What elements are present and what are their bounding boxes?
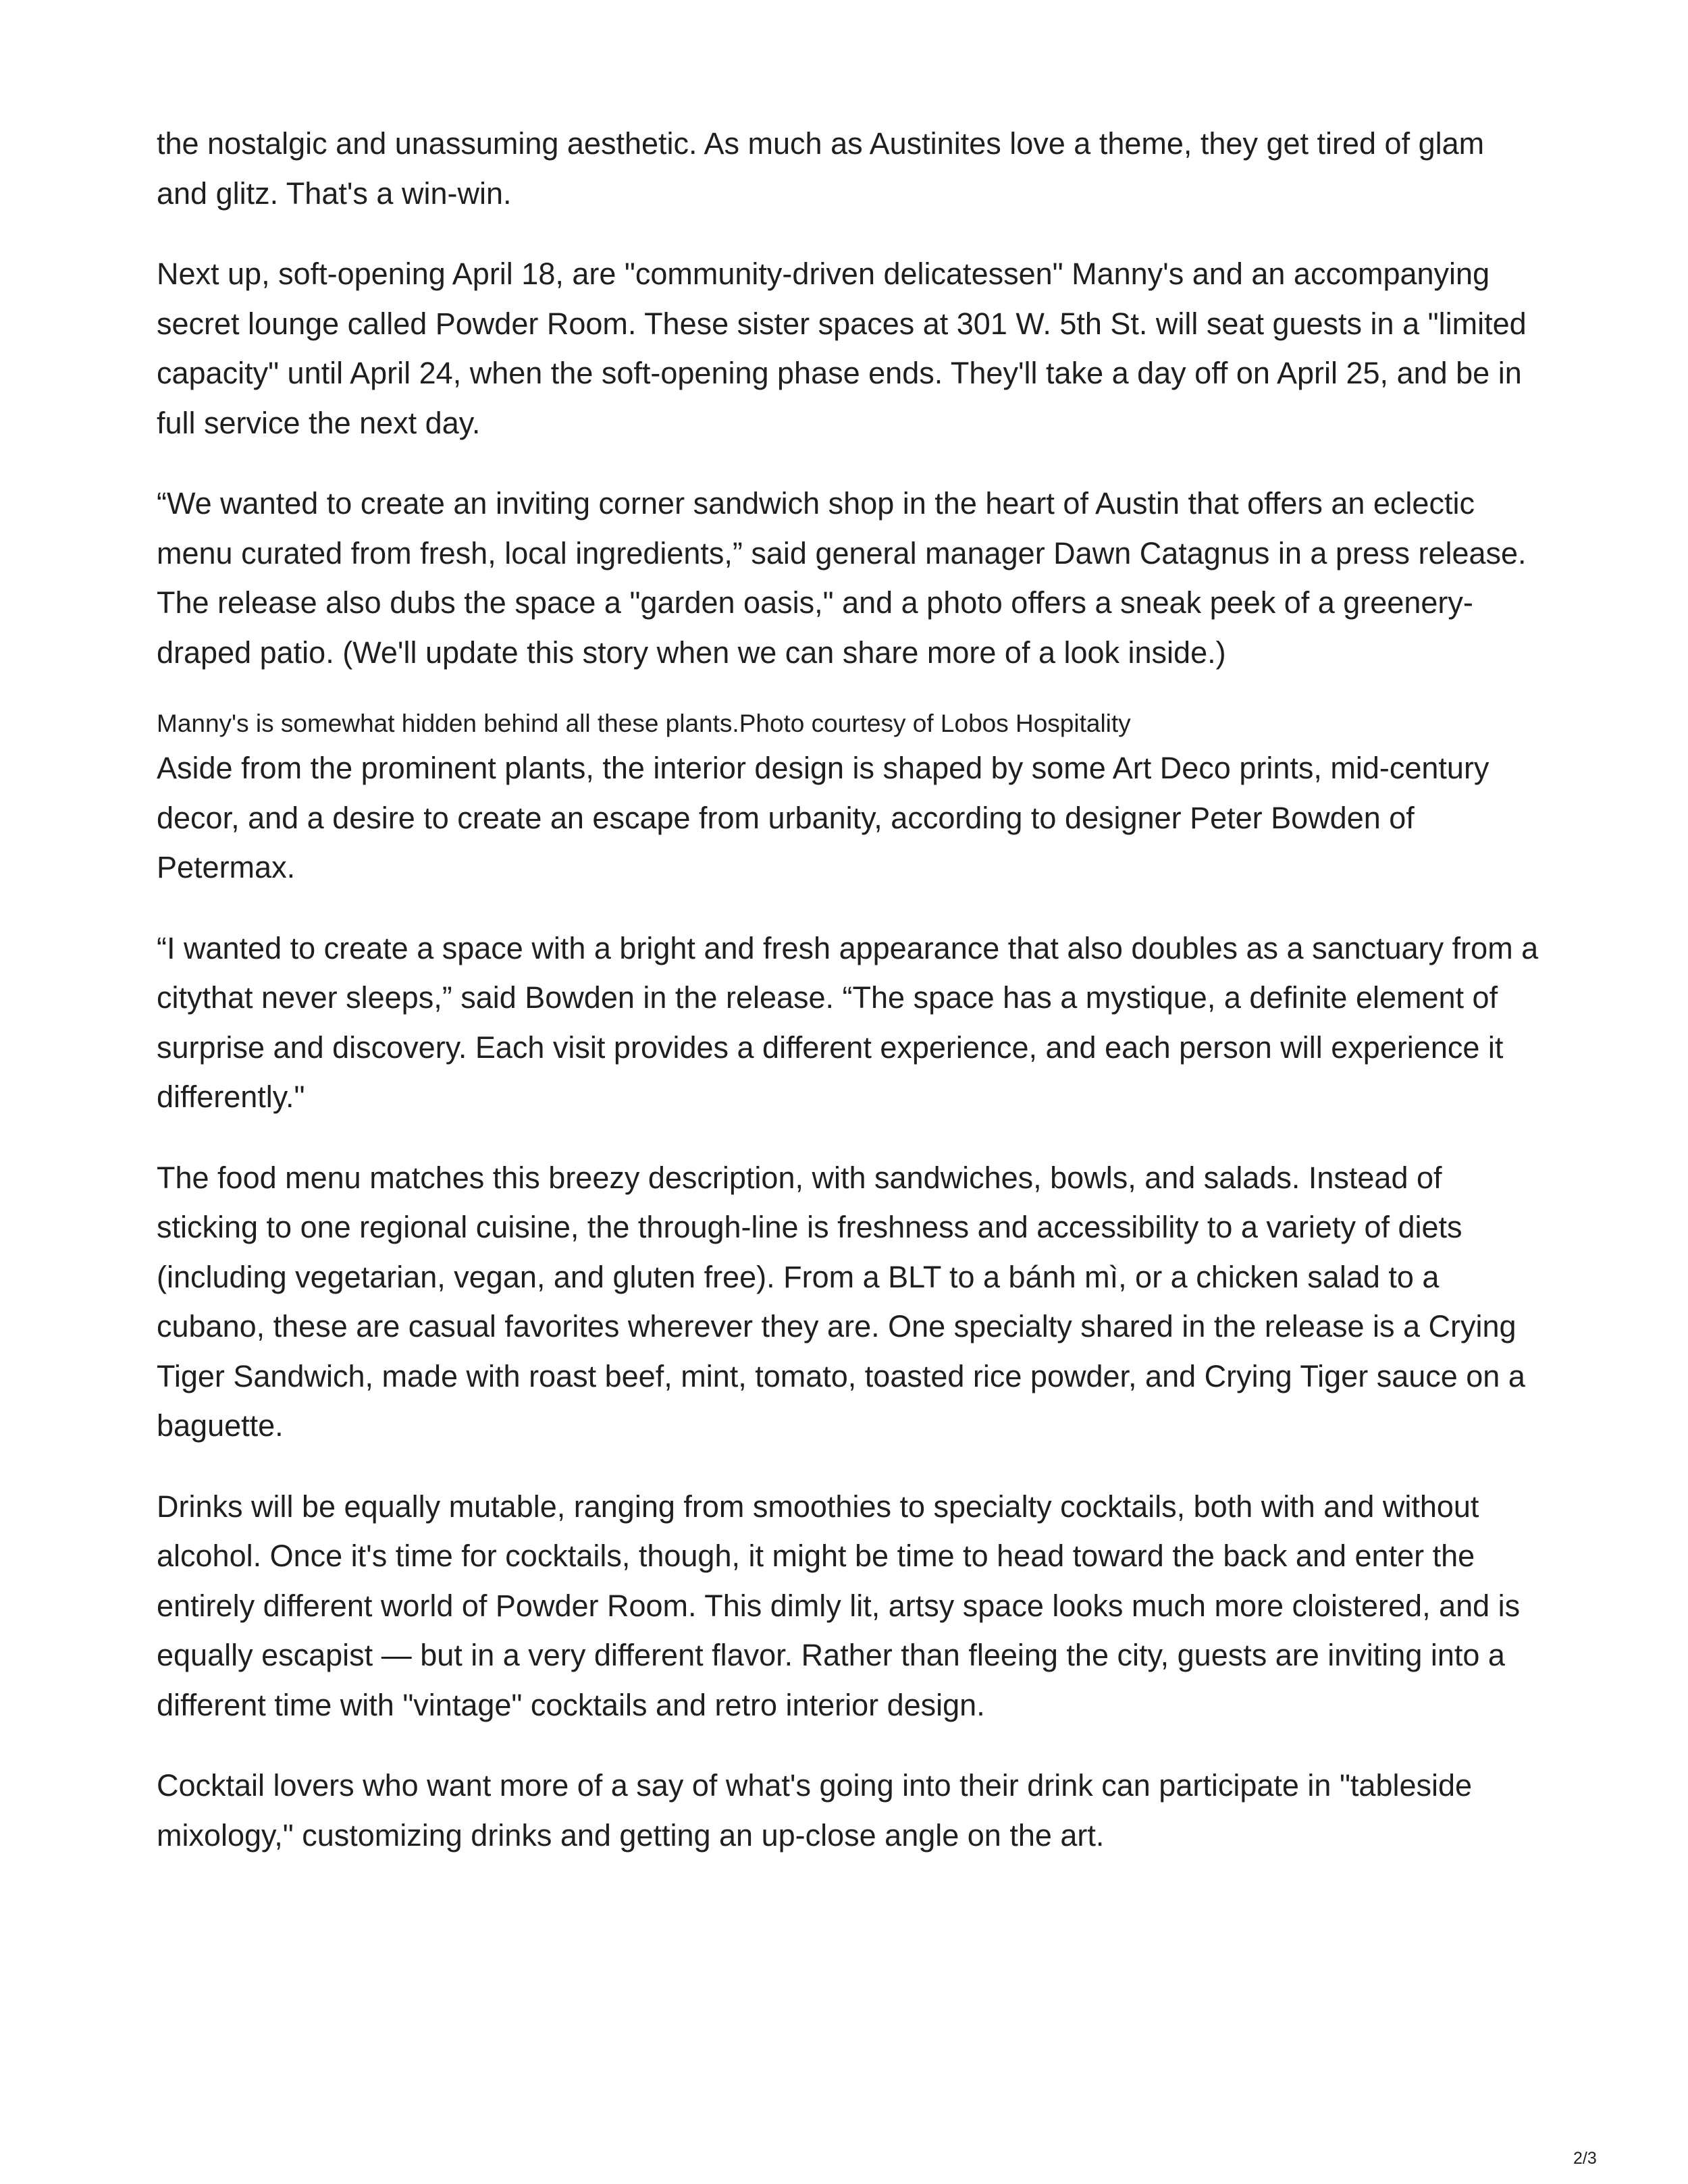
article-paragraph: “I wanted to create a space with a bright and fresh appearance that also doubles as a sanctuary from a citythat never sleeps,” said Bowden in the release. “The space has a mystique, a definite element of surprise and discovery. Each visit provides a different experience, and each person will experience it differently." bbox=[157, 930, 1539, 1114]
page-number: 2/3 bbox=[1573, 2149, 1597, 2168]
article-paragraph: Cocktail lovers who want more of a say of what's going into their drink can participate in "tableside mixology," customizing drinks and getting an up-close angle on the art. bbox=[157, 1768, 1473, 1853]
article-paragraph: the nostalgic and unassuming aesthetic. As much as Austinites love a theme, they get tired of glam and glitz. That's a win-win. bbox=[157, 126, 1485, 211]
photo-caption: Manny's is somewhat hidden behind all these plants.Photo courtesy of Lobos Hospitality bbox=[157, 710, 1131, 737]
article-paragraph: Next up, soft-opening April 18, are "community-driven delicatessen" Manny's and an accompanying secret lounge called Powder Room. These sister spaces at 301 W. 5th St. will seat guests in a "limited capacity" until April 24, when the soft-opening phase ends. They'll take a day off on April 25, and be in full service the next day. bbox=[157, 257, 1527, 440]
article-paragraph: “We wanted to create an inviting corner sandwich shop in the heart of Austin that offers an eclectic menu curated from fresh, local ingredients,” said general manager Dawn Catagnus in a press release. The release also dubs the space a "garden oasis," and a photo offers a sneak peek of a greenery-draped patio. (We'll update this story when we can share more of a look inside.) bbox=[157, 486, 1527, 670]
article-body bbox=[157, 119, 1541, 1860]
article-paragraph: Aside from the prominent plants, the interior design is shaped by some Art Deco prints, mid-century decor, and a desire to create an escape from urbanity, according to designer Peter Bowden of Petermax. bbox=[157, 751, 1489, 884]
article-paragraph: The food menu matches this breezy description, with sandwiches, bowls, and salads. Instead of sticking to one regional cuisine, the through-line is freshness and accessibility to a variety of diets (including vegetarian, vegan, and gluten free). From a BLT to a bánh mì, or a chicken salad to a cubano, these are casual favorites wherever they are. One specialty shared in the release is a Crying Tiger Sandwich, made with roast beef, mint, tomato, toasted rice powder, and Crying Tiger sauce on a baguette. bbox=[157, 1160, 1525, 1443]
article-paragraph: Drinks will be equally mutable, ranging from smoothies to specialty cocktails, both with and without alcohol. Once it's time for cocktails, though, it might be time to head toward the back and enter the entirely different world of Powder Room. This dimly lit, artsy space looks much more cloistered, and is equally escapist — but in a very different flavor. Rather than fleeing the city, guests are inviting into a different time with "vintage" cocktails and retro interior design. bbox=[157, 1489, 1521, 1722]
